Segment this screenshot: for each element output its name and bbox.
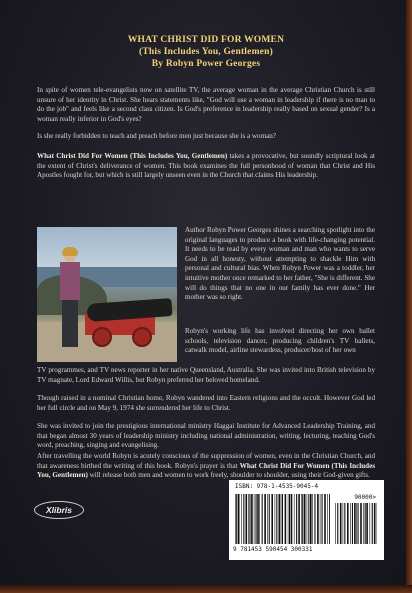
- cannon-wheel: [132, 327, 152, 347]
- faith-paragraph: Though raised in a nominal Christian home, Robyn wandered into Eastern religions and the occult. However God led her full circle and on May 9, 1974 she surrendered her life to Christ.: [37, 394, 375, 412]
- barcode-addon-bars: [335, 503, 377, 544]
- figure-torso: [60, 262, 80, 300]
- cover-edge-right: [406, 0, 412, 593]
- blurb-paragraph-1: In spite of women tele-evangelists now on satellite TV, the average woman in the average Christian Church is still unsure of her identity in Christ. She hears statements like, "God will use a woman in leadership if there is no man to do the job" and feels like a second class citizen. Is God's preference in leadership really based on sexual gender? Is a woman really inferior in God's eyes?: [37, 86, 375, 123]
- ministry-paragraph: She was invited to join the prestigious international ministry Haggai Institute for Advanced Leadership Training, and that began almost 30 years of leadership ministry including national administration, writing, lecturing, teaching God's word, preaching, singing and evangelising.: [37, 422, 375, 450]
- cover-edge-bottom: [0, 585, 412, 593]
- closing-text-b: will release both men and women to work freely, shoulder to shoulder, using their God-given gifts.: [87, 471, 370, 480]
- cannon-wheel: [92, 327, 112, 347]
- blurb-paragraph-2: Is she really forbidden to teach and preach before men just because she is a woman?: [37, 132, 276, 140]
- book-subtitle: (This Includes You, Gentlemen): [139, 47, 273, 57]
- figure-hair: [62, 247, 78, 256]
- author-figure: [59, 249, 81, 349]
- paragraph-3-text: takes a provocative, but soundly scriptural look at the extent of Christ's deliverance of women. This book examines the full personhood of woman that Christ and His Apostles fought for, but which is still largely unseen even in the Church that claims His leadership.: [37, 152, 375, 180]
- barcode-panel: [229, 480, 384, 560]
- barcode-bars: [235, 494, 330, 544]
- figure-legs: [62, 299, 78, 347]
- publisher-name: Xlibris: [46, 505, 72, 515]
- book-title-inline-2: What Christ Did For Women (This Includes You, Gentlemen): [37, 461, 375, 480]
- isbn-text: ISBN: 978-1-4535-9045-4: [235, 483, 319, 490]
- career-paragraph-end: TV programmes, and TV news reporter in her native Queensland, Australia. She was invited into British television by TV magnate, Lord Edward Willis, but Robyn preferred her beloved homeland.: [37, 366, 375, 384]
- title-block: [0, 34, 412, 70]
- book-author: By Robyn Power Georges: [151, 59, 261, 69]
- book-title: WHAT CHRIST DID FOR WOMEN: [127, 35, 285, 45]
- xlibris-logo: [34, 501, 84, 519]
- author-bio-paragraph: Author Robyn Power Georges shines a searching spotlight into the original languages to produce a book with life-changing potential. It needs to be read by every woman and man who wants to serve God in all honesty, without attempting to shackle Him with personal and cultural bias. When Robyn Power was a toddler, her intuitive mother once remarked to her father, "She is different. She will do things that no one in our family has ever done." Her mother was so right.: [185, 226, 375, 302]
- career-paragraph-start: Robyn's working life has involved directing her own ballet schools, television dancer, producing children's TV ballets, catwalk model, airline stewardess, producer/host of her own: [185, 327, 375, 355]
- author-photo: [37, 227, 177, 362]
- closing-paragraph: [37, 452, 375, 481]
- barcode-number: 9 781453 590454 300331: [233, 546, 313, 553]
- price-code: 90000>: [354, 494, 376, 501]
- book-title-inline: What Christ Did For Women (This Includes You, Gentlemen): [37, 152, 228, 160]
- blurb-paragraph-3: [37, 152, 375, 181]
- closing-text-a: After travelling the world Robyn is acutely conscious of the suppression of women, even in the Christian Church, and that awareness birthed the writing of this book. Robyn's prayer is that: [37, 452, 375, 470]
